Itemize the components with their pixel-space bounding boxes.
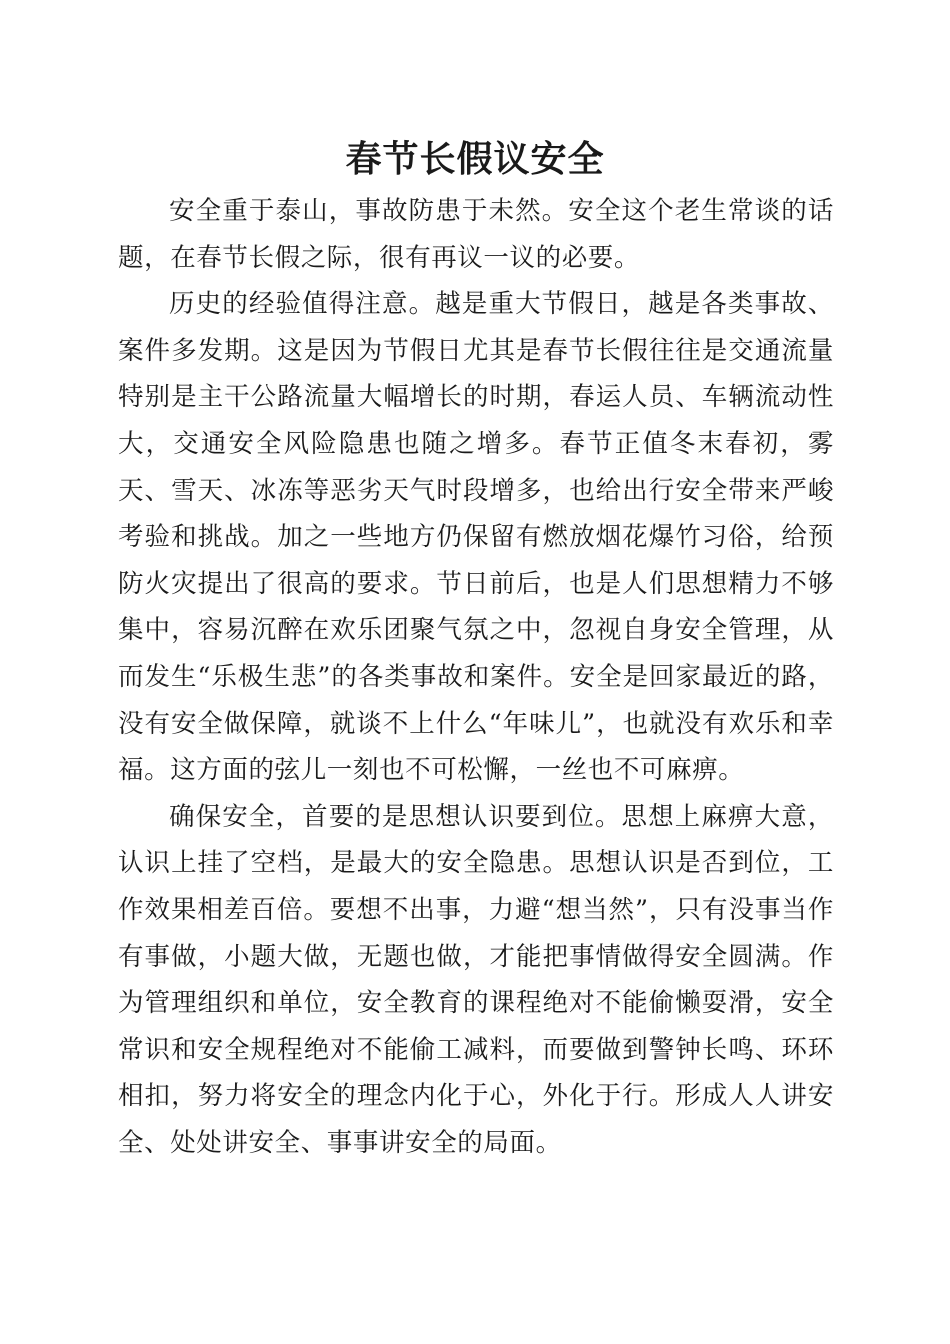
document-title: 春节长假议安全 bbox=[345, 138, 605, 180]
document-body bbox=[118, 188, 834, 1166]
paragraph-3: 确保安全，首要的是思想认识要到位。思想上麻痹大意，认识上挂了空档，是最大的安全隐患。思想认识是否到位，工作效果相差百倍。要想不出事，力避“想当然”，只有没事当作有事做，小题大做，无题也做，才能把事情做得安全圆满。作为管理组织和单位，安全教育的课程绝对不能偷懒耍滑，安全常识和安全规程绝对不能偷工减料，而要做到警钟长鸣、环环相扣，努力将安全的理念内化于心，外化于行。形成人人讲安全、处处讲安全、事事讲安全的局面。 bbox=[118, 801, 834, 1158]
paragraph-1: 安全重于泰山，事故防患于未然。安全这个老生常谈的话题，在春节长假之际，很有再议一议的必要。 bbox=[118, 196, 834, 273]
paragraph-2: 历史的经验值得注意。越是重大节假日，越是各类事故、案件多发期。这是因为节假日尤其是春节长假往往是交通流量特别是主干公路流量大幅增长的时期，春运人员、车辆流动性大，交通安全风险隐患也随之增多。春节正值冬末春初，雾天、雪天、冰冻等恶劣天气时段增多，也给出行安全带来严峻考验和挑战。加之一些地方仍保留有燃放烟花爆竹习俗，给预防火灾提出了很高的要求。节日前后，也是人们思想精力不够集中，容易沉醉在欢乐团聚气氛之中，忽视自身安全管理，从而发生“乐极生悲”的各类事故和案件。安全是回家最近的路，没有安全做保障，就谈不上什么“年味儿”，也就没有欢乐和幸福。这方面的弦儿一刻也不可松懈，一丝也不可麻痹。 bbox=[118, 289, 834, 786]
